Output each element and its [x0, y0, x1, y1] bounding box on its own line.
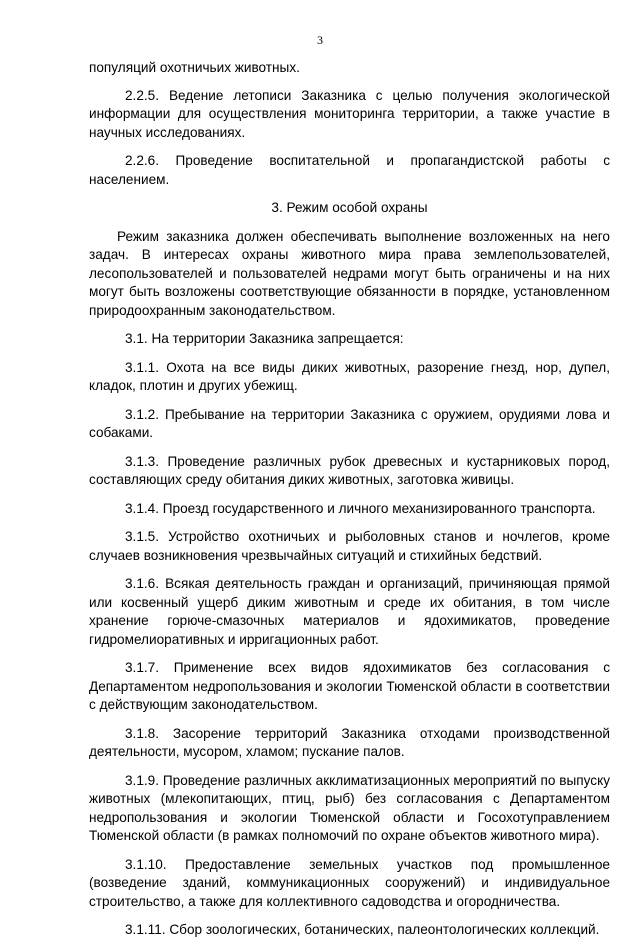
item-3-1-8: 3.1.8. Засорение территорий Заказника отходами производственной деятельности, мусором, хламом; пускание палов.: [89, 725, 610, 759]
item-3-1-5: 3.1.5. Устройство охотничьих и рыболовных станов и ночлегов, кроме случаев возникновения чрезвычайных ситуаций и стихийных бедствий.: [89, 529, 610, 563]
item-3-1-1: 3.1.1. Охота на все виды диких животных, разорение гнезд, нор, дупел, кладок, плотин и других убежищ.: [89, 359, 610, 393]
item-3-1-10: 3.1.10. Предоставление земельных участков под промышленное (возведение зданий, коммуникационных сооружений) и индивидуальное строительство, а также для коллективного садоводства и огородничества.: [89, 856, 610, 909]
document-body: [89, 59, 610, 950]
page-number: 3: [317, 33, 323, 47]
item-3-1-6: 3.1.6. Всякая деятельность граждан и организаций, причиняющая прямой или косвенный ущерб диким животным и среде их обитания, в том числе хранение горюче-смазочных материалов и ядохимикатов, проведение гидромелиоративных и ирригационных работ.: [89, 576, 610, 647]
item-3-1-11: 3.1.11. Сбор зоологических, ботанических, палеонтологических коллекций.: [125, 922, 600, 937]
paragraph-continuation: популяций охотничьих животных.: [89, 60, 300, 75]
item-3-1-4: 3.1.4. Проезд государственного и личного механизированного транспорта.: [125, 500, 596, 516]
item-3-1-3: 3.1.3. Проведение различных рубок древесных и кустарниковых пород, составляющих среду обитания диких животных, заготовка живицы.: [89, 453, 610, 487]
paragraph-2-2-5: 2.2.5. Ведение летописи Заказника с целью получения экологической информации для осуществления мониторинга территории, а также участие в научных исследованиях.: [89, 87, 610, 140]
item-3-1-9: 3.1.9. Проведение различных акклиматизационных мероприятий по выпуску животных (млекопитающих, птиц, рыб) без согласования с Департаментом недропользования и экологии Тюменской области и Госохотуправлением Тюменской области (в рамках полномочий по охране объектов животного мира).: [89, 772, 610, 843]
item-3-1-2: 3.1.2. Пребывание на территории Заказника с оружием, орудиями лова и собаками.: [89, 406, 610, 440]
paragraph-2-2-6: 2.2.6. Проведение воспитательной и пропагандистской работы с населением.: [89, 153, 610, 187]
section-intro: Режим заказника должен обеспечивать выполнение возложенных на него задач. В интересах охраны животного мира права землепользователей, лесопользователей и пользователей недрами могут быть ограничены и на них могут быть возложены соответствующие обязанности в порядке, установленном природоохранным законодательством.: [89, 228, 610, 318]
section-heading: 3. Режим особой охраны: [271, 200, 428, 215]
item-3-1-7: 3.1.7. Применение всех видов ядохимикатов без согласования с Департаментом недропользования и экологии Тюменской области в соответствии с действующим законодательством.: [89, 660, 610, 712]
prohibited-title: 3.1. На территории Заказника запрещается:: [125, 331, 404, 346]
